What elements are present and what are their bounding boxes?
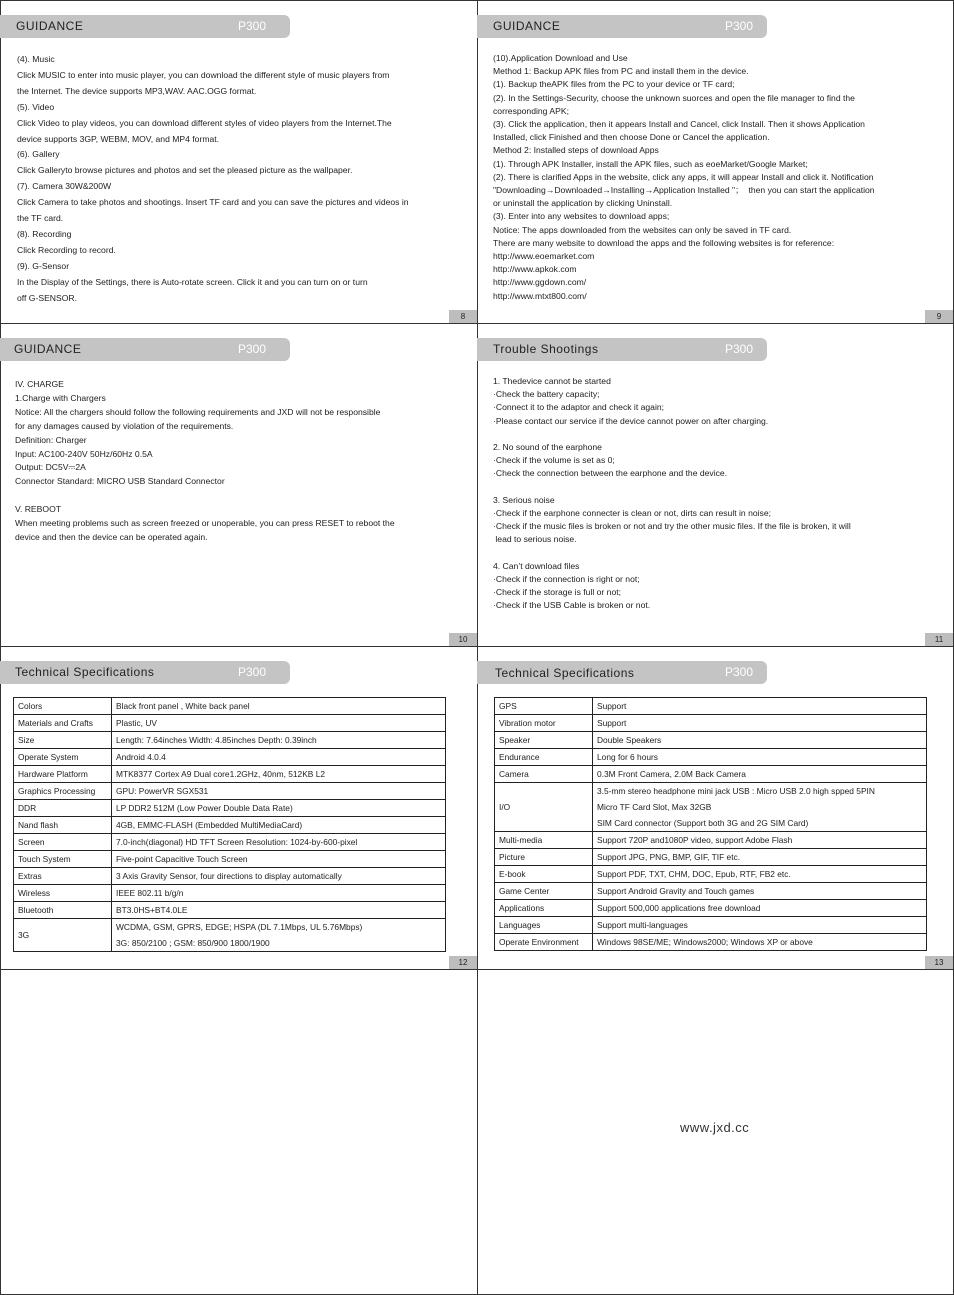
spec-value: Long for 6 hours [593,749,927,766]
text-line [493,481,851,494]
spec-table [13,697,446,952]
page-13 [477,646,954,969]
page-title: GUIDANCE [14,342,82,356]
text-line: When meeting problems such as screen freezed or unoperable, you can press RESET to reboot the [15,518,395,529]
spec-key: Materials and Crafts [14,715,112,732]
text-line: (4). Music [17,54,55,64]
spec-key: Hardware Platform [14,766,112,783]
text-line: (2). There is clarified Apps in the website, click any apps, it will appear Install and click it. Notification [493,171,874,182]
spec-key: 3G [14,919,112,952]
text-line: (2). In the Settings-Security, choose the unknown suorces and open the file manager to find the [493,92,855,103]
text-line [493,428,851,441]
text-line: http://www.eoemarket.com [493,251,595,262]
text-line [493,547,851,560]
website-url: www.jxd.cc [680,1120,750,1135]
spec-row [495,749,927,766]
spec-row [495,866,927,883]
spec-row [495,917,927,934]
spec-key: Multi-media [495,832,593,849]
spec-row [14,749,446,766]
model-label: P300 [238,342,267,356]
spec-value: Support JPG, PNG, BMP, GIF, TIF etc. [593,849,927,866]
text-line: Input: AC100-240V 50Hz/60Hz 0.5A [15,448,153,459]
spec-value: 3 Axis Gravity Sensor, four directions to display automatically [112,868,446,885]
spec-row [495,900,927,917]
spec-table [494,697,927,951]
text-line: (1). Backup theAPK files from the PC to your device or TF card; [493,79,735,90]
spec-value: 7.0-inch(diagonal) HD TFT Screen Resolution: 1024-by-600-pixel [112,834,446,851]
text-line: There are many website to download the apps and the following websites is for reference: [493,237,835,248]
text-line: http://www.mtxt800.com/ [493,290,587,301]
page-header [477,661,767,684]
text-line: ·Check if the storage is full or not; [493,587,622,598]
page-title: Technical Specifications [495,666,635,680]
spec-key: Operate System [14,749,112,766]
text-line: for any damages caused by violation of the requirements. [15,420,234,431]
text-line: (1). Through APK Installer, install the APK files, such as eoeMarket/Google Market; [493,158,808,169]
spec-value: 4GB, EMMC-FLASH (Embedded MultiMediaCard) [112,817,446,834]
spec-value: Double Speakers [593,732,927,749]
page-title: Technical Specifications [15,665,155,679]
text-line: Click Recording to record. [17,244,116,255]
model-label: P300 [238,19,267,33]
text-line: Notice: All the chargers should follow the following requirements and JXD will not be responsible [15,406,381,417]
spec-row [495,766,927,783]
page-number: 11 [925,633,953,646]
page-8 [0,0,477,323]
text-line: (10).Application Download and Use [493,53,628,63]
spec-value: Support Android Gravity and Touch games [593,883,927,900]
spec-row [14,834,446,851]
text-line: (3). Enter into any websites to download apps; [493,211,670,222]
spec-row [14,885,446,902]
text-line: (8). Recording [17,228,72,239]
page-11 [477,323,954,646]
text-line: corresponding APK; [493,105,569,116]
spec-value: Support 500,000 applications free download [593,900,927,917]
spec-row [14,715,446,732]
spec-key: Languages [495,917,593,934]
spec-key: Colors [14,698,112,715]
spec-value: 0.3M Front Camera, 2.0M Back Camera [593,766,927,783]
text-line: device supports 3GP, WEBM, MOV, and MP4 format. [17,133,220,144]
page-9 [477,0,954,323]
page-number: 9 [925,310,953,323]
spec-row [495,732,927,749]
text-line: ·Please contact our service if the device cannot power on after charging. [493,415,769,426]
page-header [477,338,767,361]
spec-value: SIM Card connector (Support both 3G and 2G SIM Card) [593,815,927,832]
text-line: Output: DC5V⎓2A [15,462,86,473]
spec-key: Camera [495,766,593,783]
spec-row [14,902,446,919]
model-label: P300 [725,342,754,356]
text-line: device and then the device can be operated again. [15,531,208,542]
text-line: Method 1: Backup APK files from PC and install them in the device. [493,66,749,77]
spec-value: Plastic, UV [112,715,446,732]
spec-value: Support [593,698,927,715]
spec-value: IEEE 802.11 b/g/n [112,885,446,902]
spec-value: Windows 98SE/ME; Windows2000; Windows XP or above [593,934,927,951]
spec-value: Length: 7.64inches Width: 4.85inches Depth: 0.39inch [112,732,446,749]
page-header [477,15,767,38]
text-line: IV. CHARGE [15,379,64,389]
spec-key: Game Center [495,883,593,900]
text-line: the TF card. [17,213,64,224]
spec-key: E-book [495,866,593,883]
text-line: Click MUSIC to enter into music player, you can download the different style of music players from [17,69,390,80]
spec-value: Android 4.0.4 [112,749,446,766]
page-10 [0,323,477,646]
spec-key: Wireless [14,885,112,902]
text-line: ·Check if the connection is right or not; [493,574,640,585]
spec-key: Screen [14,834,112,851]
page-header [0,338,290,361]
text-line: (3). Click the application, then it appears Install and Cancel, click Install. Then it shows Application [493,119,865,130]
text-line: Connector Standard: MICRO USB Standard Connector [15,476,225,487]
spec-key: Touch System [14,851,112,868]
text-line: Click Galleryto browse pictures and photos and set the pleased picture as the wallpaper. [17,165,353,176]
page-body [15,378,395,545]
spec-value: Five-point Capacitive Touch Screen [112,851,446,868]
text-line: V. REBOOT [15,504,62,515]
spec-row [495,934,927,951]
text-line: 2. No sound of the earphone [493,442,602,453]
text-line: "Downloading→Downloaded→Installing→Application Installed "； then you can start the application [493,185,875,196]
page-body [493,375,851,613]
page-body [493,52,875,303]
spec-value: 3.5-mm stereo headphone mini jack USB : Micro USB 2.0 high spped 5PIN [593,783,927,800]
page-number: 8 [449,310,477,323]
spec-value: 3G: 850/2100 ; GSM: 850/900 1800/1900 [112,935,446,952]
spec-value: Support PDF, TXT, CHM, DOC, Epub, RTF, FB2 etc. [593,866,927,883]
text-line: or uninstall the application by clicking Uninstall. [493,198,673,209]
spec-key: Size [14,732,112,749]
page-title: GUIDANCE [16,19,84,33]
text-line [15,489,395,503]
spec-row [495,832,927,849]
spec-row [495,698,927,715]
spec-key: Operate Environment [495,934,593,951]
model-label: P300 [725,19,754,33]
spec-row [14,766,446,783]
spec-value: WCDMA, GSM, GPRS, EDGE; HSPA (DL 7.1Mbps, UL 5.76Mbps) [112,919,446,936]
text-line: ·Check if the volume is set as 0; [493,455,615,466]
text-line: (5). Video [17,101,55,112]
spec-key: I/O [495,783,593,832]
spec-value: Support 720P and1080P video, support Adobe Flash [593,832,927,849]
text-line: http://www.apkok.com [493,264,577,275]
spec-row [14,919,446,936]
spec-key: Speaker [495,732,593,749]
page-header [0,15,290,38]
spec-value: Support [593,715,927,732]
text-line: the Internet. The device supports MP3,WAV. AAC.OGG format. [17,85,257,96]
text-line: Method 2: Installed steps of download Apps [493,145,659,156]
text-line: Click Video to play videos, you can download different styles of video players from the Internet.The [17,117,392,128]
text-line: ·Check if the music files is broken or not and try the other music files. If the file is broken, it will [493,521,851,532]
text-line: Notice: The apps downloaded from the websites can only be saved in TF card. [493,224,792,235]
text-line: ·Connect it to the adaptor and check it again; [493,402,665,413]
text-line: Definition: Charger [15,434,87,445]
spec-row [14,851,446,868]
spec-row [14,783,446,800]
text-line: Click Camera to take photos and shootings. Insert TF card and you can save the pictures and videos in [17,197,409,208]
text-line: ·Check the battery capacity; [493,389,600,400]
spec-key: Extras [14,868,112,885]
spec-key: Vibration motor [495,715,593,732]
page-number: 10 [449,633,477,646]
text-line: lead to serious noise. [493,534,577,545]
spec-value: MTK8377 Cortex A9 Dual core1.2GHz, 40nm, 512KB L2 [112,766,446,783]
spec-key: DDR [14,800,112,817]
spec-key: GPS [495,698,593,715]
text-line: 1.Charge with Chargers [15,392,106,403]
page-body [17,52,409,307]
spec-row [495,883,927,900]
text-line: http://www.ggdown.com/ [493,277,587,288]
spec-key: Bluetooth [14,902,112,919]
page-number: 13 [925,956,953,969]
text-line: 4. Can’t download files [493,560,580,571]
text-line: (6). Gallery [17,149,60,160]
text-line: Installed, click Finished and then choose Done or Cancel the application. [493,132,770,143]
spec-value: Black front panel , White back panel [112,698,446,715]
spec-value: BT3.0HS+BT4.0LE [112,902,446,919]
text-line: ·Check the connection between the earphone and the device. [493,468,728,479]
spec-value: Micro TF Card Slot, Max 32GB [593,799,927,815]
page-title: Trouble Shootings [493,342,599,356]
text-line: off G-SENSOR. [17,292,78,303]
page-12 [0,646,477,969]
spec-key: Graphics Processing [14,783,112,800]
spec-key: Picture [495,849,593,866]
page-number: 12 [449,956,477,969]
spec-row [14,732,446,749]
text-line: (7). Camera 30W&200W [17,181,112,192]
text-line: 3. Serious noise [493,494,555,505]
spec-key: Nand flash [14,817,112,834]
page-header [0,661,290,684]
spec-row [495,715,927,732]
text-line: 1. Thedevice cannot be started [493,376,611,386]
text-line: ·Check if the earphone connecter is clean or not, dirts can result in noise; [493,508,772,519]
spec-row [14,698,446,715]
model-label: P300 [238,665,267,679]
spec-row [14,868,446,885]
spec-row [14,817,446,834]
page-title: GUIDANCE [493,19,561,33]
spec-key: Endurance [495,749,593,766]
spec-value: Support multi-languages [593,917,927,934]
spec-value: LP DDR2 512M (Low Power Double Data Rate) [112,800,446,817]
spec-row [495,849,927,866]
spec-row [14,800,446,817]
text-line: In the Display of the Settings, there is Auto-rotate screen. Click it and you can turn on or turn [17,276,368,287]
text-line: ·Check if the USB Cable is broken or not. [493,600,651,611]
spec-row [495,783,927,800]
spec-key: Applications [495,900,593,917]
text-line: (9). G-Sensor [17,260,70,271]
model-label: P300 [725,665,754,679]
row-divider-3 [0,969,954,970]
spec-value: GPU: PowerVR SGX531 [112,783,446,800]
